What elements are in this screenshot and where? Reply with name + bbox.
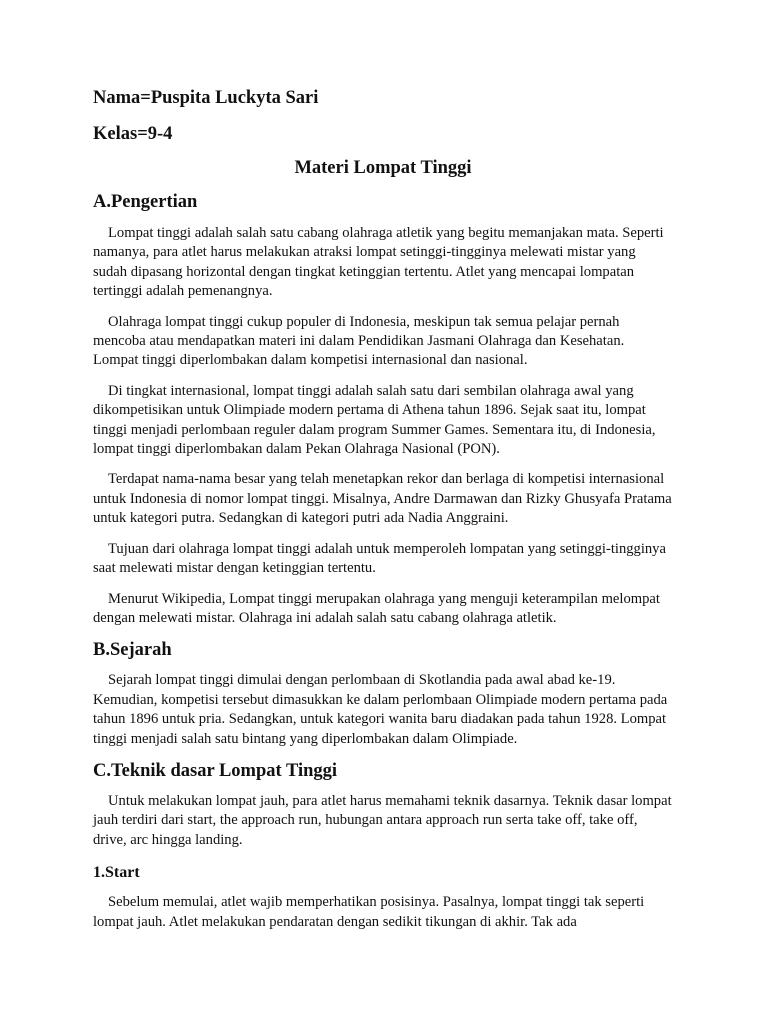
- paragraph: Menurut Wikipedia, Lompat tinggi merupakan olahraga yang menguji keterampilan melompat dengan melewati mistar. Olahraga ini adalah salah satu cabang olahraga atletik.: [93, 590, 660, 626]
- section-heading: A.Pengertian: [93, 192, 198, 212]
- section-heading: B.Sejarah: [93, 640, 172, 661]
- student-name: Nama=Puspita Luckyta Sari: [93, 88, 319, 108]
- document-title: Materi Lompat Tinggi: [294, 158, 472, 178]
- section-pengertian: [93, 190, 673, 628]
- paragraph: Lompat tinggi adalah salah satu cabang olahraga atletik yang begitu memanjakan mata. Seperti namanya, para atlet harus melakukan atraksi lompat setinggi-tingginya melewati mistar yang sudah dipasang horizontal dengan tingkat ketinggian tertentu. Atlet yang mencapai lompatan tertinggi adalah pemenangnya.: [93, 225, 664, 300]
- paragraph: Olahraga lompat tinggi cukup populer di Indonesia, meskipun tak semua pelajar pernah mencoba atau mendapatkan materi ini dalam Pendidikan Jasmani Olahraga dan Kesehatan. Lompat tinggi diperlombakan dalam kompetisi internasional dan nasional.: [93, 313, 625, 369]
- subsection-heading: 1.Start: [93, 864, 140, 882]
- section-sejarah: [93, 638, 673, 749]
- paragraph: Terdapat nama-nama besar yang telah menetapkan rekor dan berlaga di kompetisi internasional untuk Indonesia di nomor lompat tinggi. Misalnya, Andre Darmawan dan Rizky Ghusyafa Pratama untuk kategori putra. Sedangkan di kategori putri ada Nadia Anggraini.: [93, 471, 672, 527]
- paragraph: Tujuan dari olahraga lompat tinggi adalah untuk memperoleh lompatan yang setinggi-tingginya saat melewati mistar dengan ketinggian tertentu.: [93, 540, 666, 577]
- document-page: [93, 86, 673, 932]
- paragraph: Untuk melakukan lompat jauh, para atlet harus memahami teknik dasarnya. Teknik dasar lompat jauh terdiri dari start, the approach run, hubungan antara approach run serta take off, take off, drive, arc hingga landing.: [93, 792, 672, 848]
- subsection-start: [93, 862, 673, 932]
- section-heading: C.Teknik dasar Lompat Tinggi: [93, 760, 338, 781]
- paragraph: Sejarah lompat tinggi dimulai dengan perlombaan di Skotlandia pada awal abad ke-19. Kemudian, kompetisi tersebut dimasukkan ke dalam perlombaan Olimpiade modern pertama pada tahun 1896 untuk pria. Sedangkan, untuk kategori wanita baru diadakan pada tahun 1928. Lompat tinggi menjadi salah satu bintang yang diperlombakan dalam Olimpiade.: [93, 672, 668, 747]
- paragraph: Sebelum memulai, atlet wajib memperhatikan posisinya. Pasalnya, lompat tinggi tak seperti lompat jauh. Atlet melakukan pendaratan dengan sedikit tikungan di akhir. Tak ada: [93, 894, 645, 930]
- section-teknik-dasar: [93, 759, 673, 932]
- paragraph: Di tingkat internasional, lompat tinggi adalah salah satu dari sembilan olahraga awal yang dikompetisikan untuk Olimpiade modern pertama di Athena tahun 1896. Sejak saat itu, lompat tinggi menjadi perlombaan reguler dalam program Summer Games. Sementara itu, di Indonesia, lompat tinggi diperlombakan dalam Pekan Olahraga Nasional (PON).: [93, 382, 656, 458]
- student-class: Kelas=9-4: [93, 124, 173, 144]
